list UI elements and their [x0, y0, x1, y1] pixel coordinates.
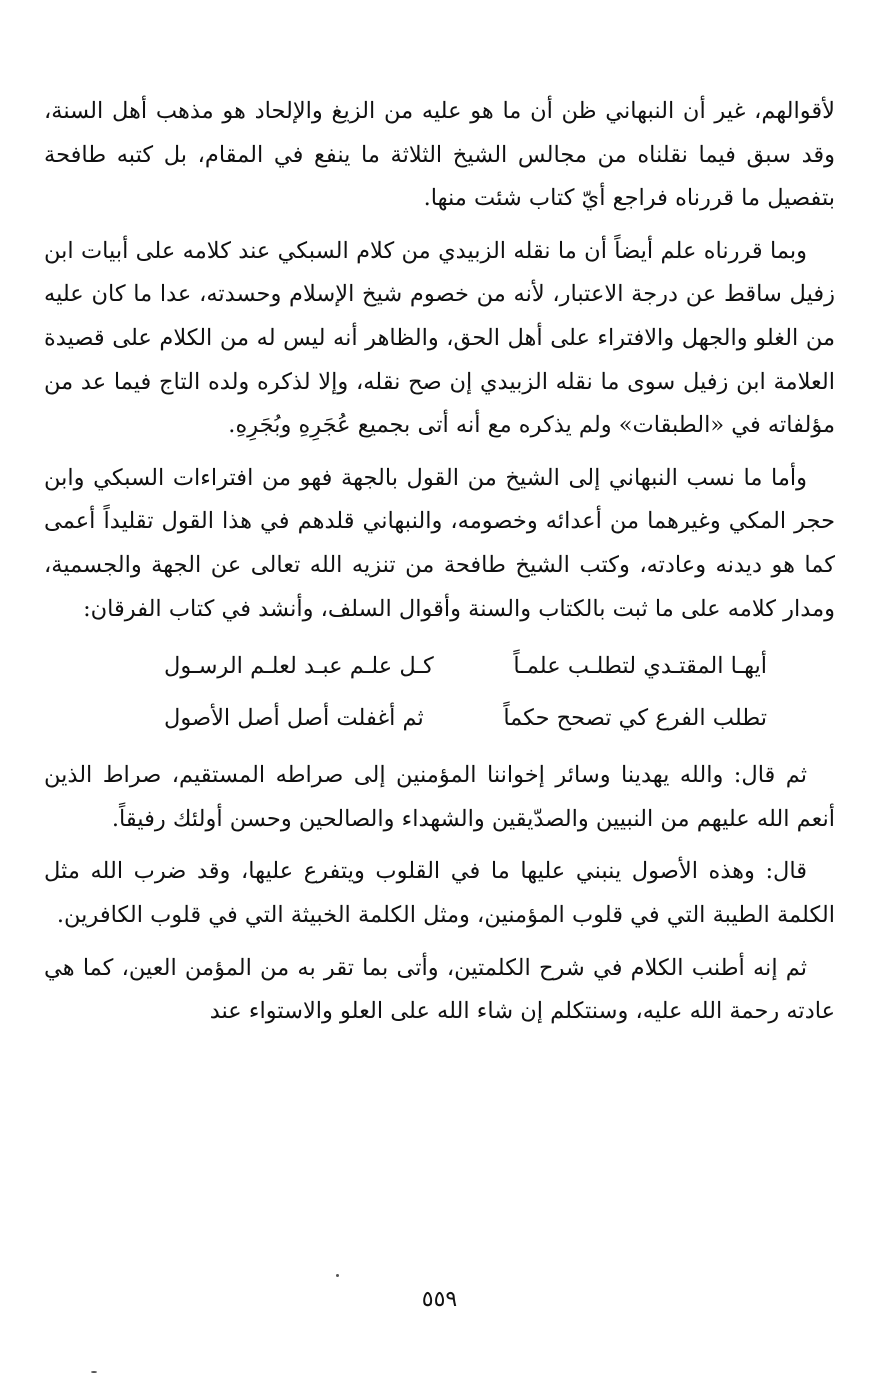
page-number: ٥٥٩	[421, 1287, 458, 1312]
paragraph-1: لأقوالهم، غير أن النبهاني ظن أن ما هو عليه من الزيغ والإلحاد هو مذهب أهل السنة، وقد سبق فيما نقلناه من مجالس الشيخ الثلاثة ما ينفع في المقام، بل كتبه طافحة بتفصيل ما قررناه فراجع أيّ كتاب شئت منها.	[44, 98, 835, 212]
poem	[44, 640, 835, 744]
paragraph-4: ثم قال: والله يهدينا وسائر إخواننا المؤمنين إلى صراطه المستقيم، صراط الذين أنعم الله عليهم من النبيين والصدّيقين والشهداء والصالحين وحسن أولئك رفيقاً.	[44, 762, 835, 832]
poem-verse	[164, 640, 767, 692]
page-body	[44, 90, 835, 1043]
verse-second-hemistich: كـل علـم عبـد لعلـم الرسـول	[164, 653, 434, 680]
verse-first-hemistich: تطلب الفرع كي تصحح حكماً	[503, 705, 767, 732]
scan-speck	[336, 1274, 339, 1277]
paragraph-5: قال: وهذه الأصول ينبني عليها ما في القلوب ويتفرع عليها، وقد ضرب الله مثل الكلمة الطيبة التي في قلوب المؤمنين، ومثل الكلمة الخبيثة التي في قلوب الكافرين.	[44, 858, 835, 928]
verse-second-hemistich: ثم أغفلت أصل أصل الأصول	[164, 705, 424, 732]
paragraph-6: ثم إنه أطنب الكلام في شرح الكلمتين، وأتى بما تقر به من المؤمن العين، كما هي عادته رحمة الله عليه، وسنتكلم إن شاء الله على العلو والاستواء عند	[44, 954, 835, 1025]
paragraph-3: وأما ما نسب النبهاني إلى الشيخ من القول بالجهة فهو من افتراءات السبكي وابن حجر المكي وغيرهما من أعدائه وخصومه، والنبهاني قلدهم في هذا القول تقليداً أعمى كما هو ديدنه وعادته، وكتب الشيخ طافحة من تنزيه الله تعالى عن الجهة والجسمية، ومدار كلامه على ما ثبت بالكتاب والسنة وأقوال السلف، وأنشد في كتاب الفرقان:	[44, 464, 835, 622]
scan-speck	[91, 1371, 97, 1373]
poem-verse	[164, 692, 767, 744]
paragraph-2: وبما قررناه علم أيضاً أن ما نقله الزبيدي من كلام السبكي عند كلامه على أبيات ابن زفيل ساقط عن درجة الاعتبار، لأنه من خصوم شيخ الإسلام وحسدته، عدا ما كان عليه من الغلو والجهل والافتراء على أهل الحق، والظاهر أنه ليس له من الكلام على قصيدة العلامة ابن زفيل سوى ما نقله الزبيدي إن صح نقله، وإلا لذكره ولده التاج فيما عد من مؤلفاته في «الطبقات» ولم يذكره مع أنه أتى بجميع عُجَرِهِ وبُجَرِهِ.	[44, 237, 835, 439]
verse-first-hemistich: أيهـا المقتـدي لتطلـب علمـاً	[513, 653, 767, 680]
